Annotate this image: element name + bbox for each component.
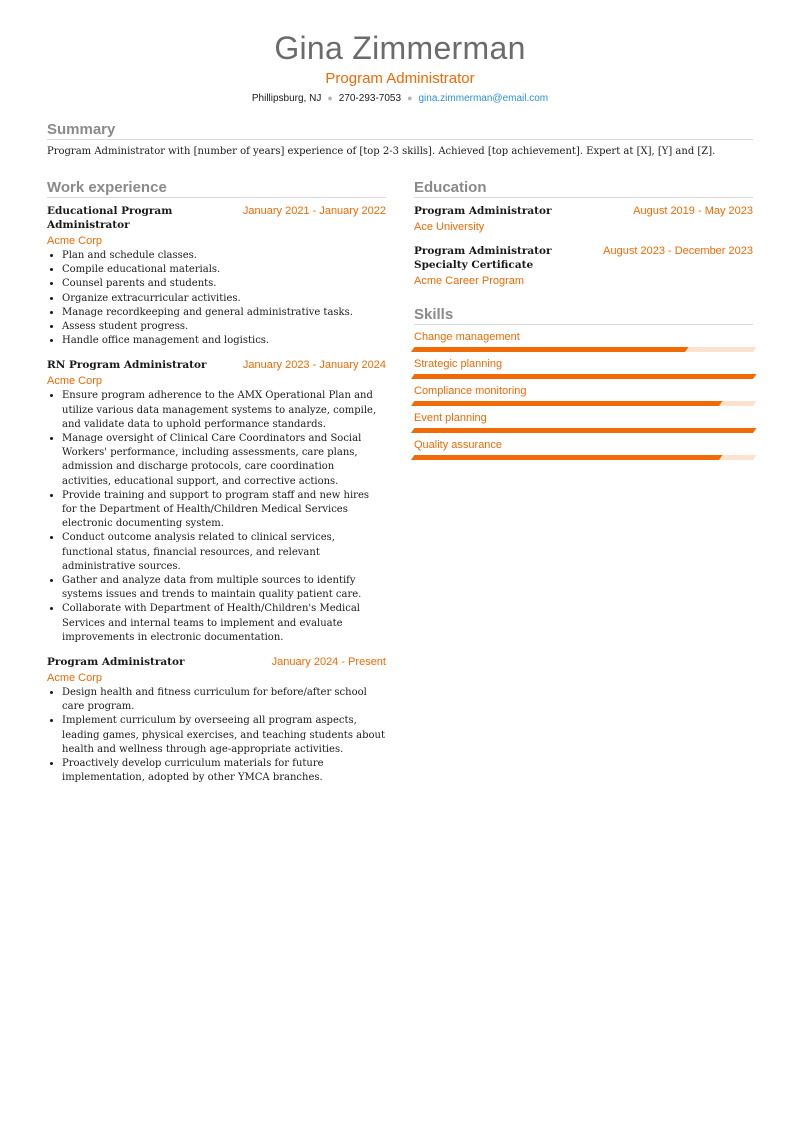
phone-text: 270-293-7053 <box>338 93 402 104</box>
skill-item <box>414 357 753 379</box>
education-school: Ace University <box>414 221 485 233</box>
bullet-item: • Plan and schedule classes. <box>62 249 386 263</box>
education-dates: August 2019 - May 2023 <box>633 205 753 217</box>
job-company: Acme Corp <box>47 672 103 685</box>
location-text: Phillipsburg, NJ <box>251 93 322 104</box>
bullet-item: • Manage oversight of Clinical Care Coordinators and Social Workers' performance, including assessments, care plans, admission and discharge protocols, care coordination activities, educational support, and corrective actions. <box>62 432 386 489</box>
job-company: Acme Corp <box>47 375 103 388</box>
bullet-item: • Assess student progress. <box>62 320 386 334</box>
bullet-item: • Gather and analyze data from multiple sources to identify systems issues and trends to maintain quality patient care. <box>62 574 386 602</box>
bullet-item: • Proactively develop curriculum materials for future implementation, adopted by other YMCA branches. <box>62 757 386 785</box>
bullet-item: • Design health and fitness curriculum for before/after school care program. <box>62 686 386 714</box>
skill-item <box>414 330 753 352</box>
job-dates: January 2021 - January 2022 <box>242 205 386 217</box>
work-experience-heading: Work experience <box>47 179 386 198</box>
job-role: RN Program Administrator <box>47 359 207 372</box>
education-school: Acme Career Program <box>414 275 525 287</box>
summary-heading: Summary <box>47 121 753 140</box>
skill-level-fill <box>411 401 722 406</box>
skill-level-fill <box>411 347 688 352</box>
skill-name: Compliance monitoring <box>414 385 527 397</box>
education-degree: Program Administrator <box>414 205 552 217</box>
work-experience-section <box>47 179 386 786</box>
job-entry <box>47 655 386 785</box>
skill-name: Change management <box>414 331 520 343</box>
contact-line <box>0 93 800 104</box>
skill-level-bar <box>411 455 757 460</box>
summary-section <box>47 121 753 159</box>
candidate-title: Program Administrator <box>325 70 475 87</box>
bullet-item: • Handle office management and logistics. <box>62 334 386 348</box>
skill-level-fill <box>411 455 722 460</box>
bullet-item: • Conduct outcome analysis related to clinical services, functional status, financial resources, and relevant administrative sources. <box>62 531 386 574</box>
skill-level-fill <box>411 374 757 379</box>
skill-name: Strategic planning <box>414 358 503 370</box>
skill-level-bar <box>411 401 757 406</box>
bullet-item: • Organize extracurricular activities. <box>62 292 386 306</box>
education-dates: August 2023 - December 2023 <box>603 245 753 257</box>
summary-text: Program Administrator with [number of years] experience of [top 2-3 skills]. Achieved [top achievement]. Expert at [X], [Y] and [Z]. <box>47 146 716 157</box>
education-entry <box>414 204 753 234</box>
skill-level-bar <box>411 428 757 433</box>
separator-dot-icon: ● <box>327 93 333 103</box>
job-bullets <box>47 389 386 645</box>
education-section <box>414 179 753 288</box>
skill-item <box>414 384 753 406</box>
education-entry <box>414 244 753 288</box>
job-company: Acme Corp <box>47 235 103 247</box>
bullet-item: • Counsel parents and students. <box>62 277 386 291</box>
skill-item <box>414 411 753 433</box>
skill-level-bar <box>411 347 757 352</box>
job-entry <box>47 358 386 645</box>
job-bullets <box>47 686 386 785</box>
skills-section <box>414 306 753 460</box>
job-dates: January 2024 - Present <box>271 656 386 669</box>
right-column <box>414 179 753 460</box>
email-link[interactable]: gina.zimmerman@email.com <box>418 93 549 104</box>
job-bullets <box>47 249 386 348</box>
skill-level-bar <box>411 374 757 379</box>
job-role: Educational Program Administrator <box>47 205 173 231</box>
skill-level-fill <box>411 428 757 433</box>
bullet-item: • Compile educational materials. <box>62 263 386 277</box>
job-dates: January 2023 - January 2024 <box>242 359 386 372</box>
job-role: Program Administrator <box>47 656 185 669</box>
bullet-item: • Collaborate with Department of Health/Children's Medical Services and internal teams to implement and evaluate improvements in electronic documentation. <box>62 602 386 645</box>
bullet-item: • Provide training and support to program staff and new hires for the Department of Health/Children Medical Services electronic documenting system. <box>62 489 386 532</box>
skill-name: Event planning <box>414 412 487 424</box>
education-heading: Education <box>414 179 753 198</box>
bullet-item: • Implement curriculum by overseeing all program aspects, leading games, physical exercises, and teaching students about health and wellness through age-appropriate activities. <box>62 714 386 757</box>
skills-heading: Skills <box>414 306 753 325</box>
job-entry <box>47 204 386 348</box>
bullet-item: • Ensure program adherence to the AMX Operational Plan and utilize various data management systems to analyze, compile, and validate data to uphold performance standards. <box>62 389 386 432</box>
bullet-item: • Manage recordkeeping and general administrative tasks. <box>62 306 386 320</box>
separator-dot-icon: ● <box>407 93 413 103</box>
candidate-name: Gina Zimmerman <box>274 30 526 66</box>
skill-item <box>414 438 753 460</box>
skill-name: Quality assurance <box>414 439 503 451</box>
education-degree: Program Administrator Specialty Certificate <box>414 245 552 271</box>
